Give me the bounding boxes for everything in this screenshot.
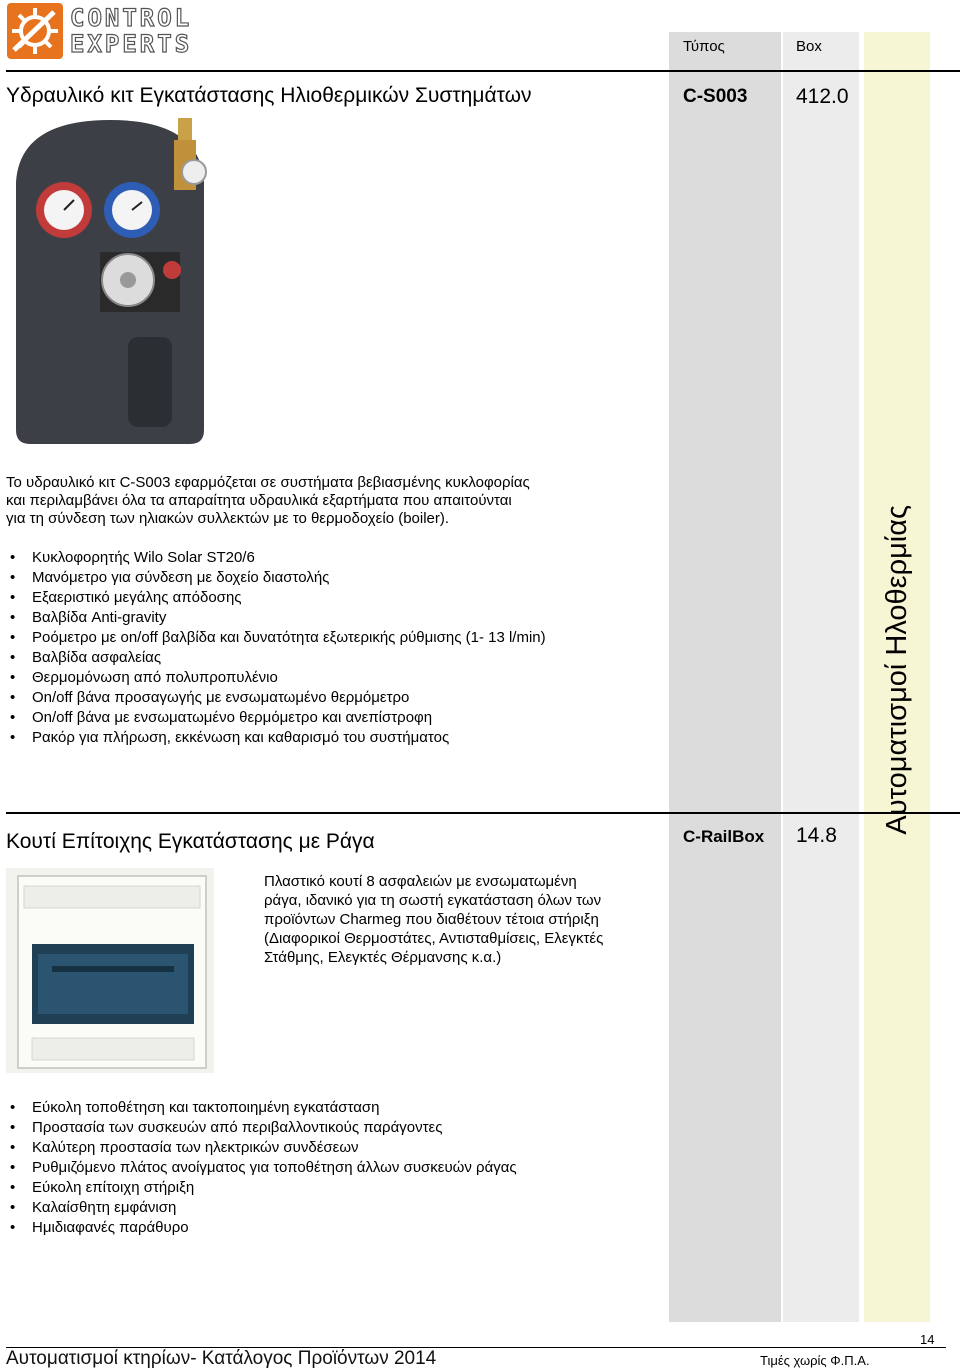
product2-title: Κουτί Επίτοιχης Εγκατάστασης με Ράγα (6, 830, 375, 853)
footer-title: Αυτοματισμοί κτηρίων- Κατάλογος Προϊόντων 2014 (6, 1348, 437, 1369)
list-item: • Ρυθμιζόμενο πλάτος ανοίγματος για τοποθέτηση άλλων συσκευών ράγας (8, 1158, 658, 1178)
description-line: ράγα, ιδανικό για τη σωστή εγκατάσταση όλων των (264, 892, 602, 909)
product1-description (6, 474, 656, 528)
description-line: προϊόντων Charmeg που διαθέτουν τέτοια στήριξη (264, 911, 599, 928)
description-line: και περιλαμβάνει όλα τα απαραίτητα υδραυλικά εξαρτήματα που απαιτούνται (6, 492, 512, 509)
description-line: Πλαστικό κουτί 8 ασφαλειών με ενσωματωμένη (264, 873, 577, 890)
description-line: Το υδραυλικό κιτ C-S003 εφαρμόζεται σε συστήματα βεβιασμένης κυκλοφορίας (6, 474, 530, 491)
list-item: • Προστασία των συσκευών από περιβαλλοντικούς παράγοντες (8, 1118, 658, 1138)
list-item: • Ημιδιαφανές παράθυρο (8, 1218, 658, 1238)
type-column-background (669, 32, 781, 1322)
list-item: • Κυκλοφορητής Wilo Solar ST20/6 (8, 548, 658, 568)
list-item: • Ροόμετρο με on/off βαλβίδα και δυνατότητα εξωτερικής ρύθμισης (1- 13 l/min) (8, 628, 658, 648)
brand-logo (6, 2, 246, 60)
list-item: • Θερμομόνωση από πολυπροπυλένιο (8, 668, 658, 688)
page-number: 14 (920, 1332, 935, 1347)
product2-price: 14.8 (796, 824, 837, 847)
box-header: Box (796, 38, 822, 55)
list-item: • Εύκολη τοποθέτηση και τακτοποιημένη εγκατάσταση (8, 1098, 658, 1118)
product1-title: Υδραυλικό κιτ Εγκατάστασης Ηλιοθερμικών Συστημάτων (6, 84, 532, 107)
box-column-background (783, 32, 859, 1322)
category-label (864, 480, 930, 860)
brand-line1: CONTROL (70, 4, 193, 32)
list-item: • Μανόμετρο για σύνδεση με δοχείο διαστολής (8, 568, 658, 588)
description-line: Στάθμης, Ελεγκτές Θέρμανσης κ.α.) (264, 949, 502, 966)
list-item: • Βαλβίδα Anti-gravity (8, 608, 658, 628)
product2-code: C-RailBox (683, 827, 765, 846)
product2-description (264, 872, 664, 967)
list-item: • Εύκολη επίτοιχη στήριξη (8, 1178, 658, 1198)
category-label-text: Αυτοματισμοί Ηλοθερμίας (880, 505, 913, 835)
product1-price: 412.0 (796, 85, 849, 108)
product1-feature-list (8, 548, 658, 748)
list-item: • On/off βάνα προσαγωγής με ενσωματωμένο θερμόμετρο (8, 688, 658, 708)
list-item: • Καλύτερη προστασία των ηλεκτρικών συνδέσεων (8, 1138, 658, 1158)
product1-image (10, 112, 225, 452)
header-rule (6, 70, 960, 72)
brand-line2: EXPERTS (70, 30, 193, 58)
list-item: • Καλαίσθητη εμφάνιση (8, 1198, 658, 1218)
list-item: • On/off βάνα με ενσωματωμένο θερμόμετρο και ανεπίστροφη (8, 708, 658, 728)
list-item: • Ρακόρ για πλήρωση, εκκένωση και καθαρισμό του συστήματος (8, 728, 658, 748)
footer-price-note: Τιμές χωρίς Φ.Π.Α. (760, 1353, 870, 1368)
section-rule (6, 812, 960, 814)
type-header: Τύπος (683, 38, 725, 55)
product2-feature-list (8, 1098, 658, 1238)
product1-code: C-S003 (683, 86, 748, 107)
list-item: • Εξαεριστικό μεγάλης απόδοσης (8, 588, 658, 608)
description-line: για τη σύνδεση των ηλιακών συλλεκτών με το θερμοδοχείο (boiler). (6, 510, 450, 527)
description-line: (Διαφορικοί Θερμοστάτες, Αντισταθμίσεις, Ελεγκτές (264, 930, 604, 947)
product2-image (6, 868, 214, 1073)
list-item: • Βαλβίδα ασφαλείας (8, 648, 658, 668)
